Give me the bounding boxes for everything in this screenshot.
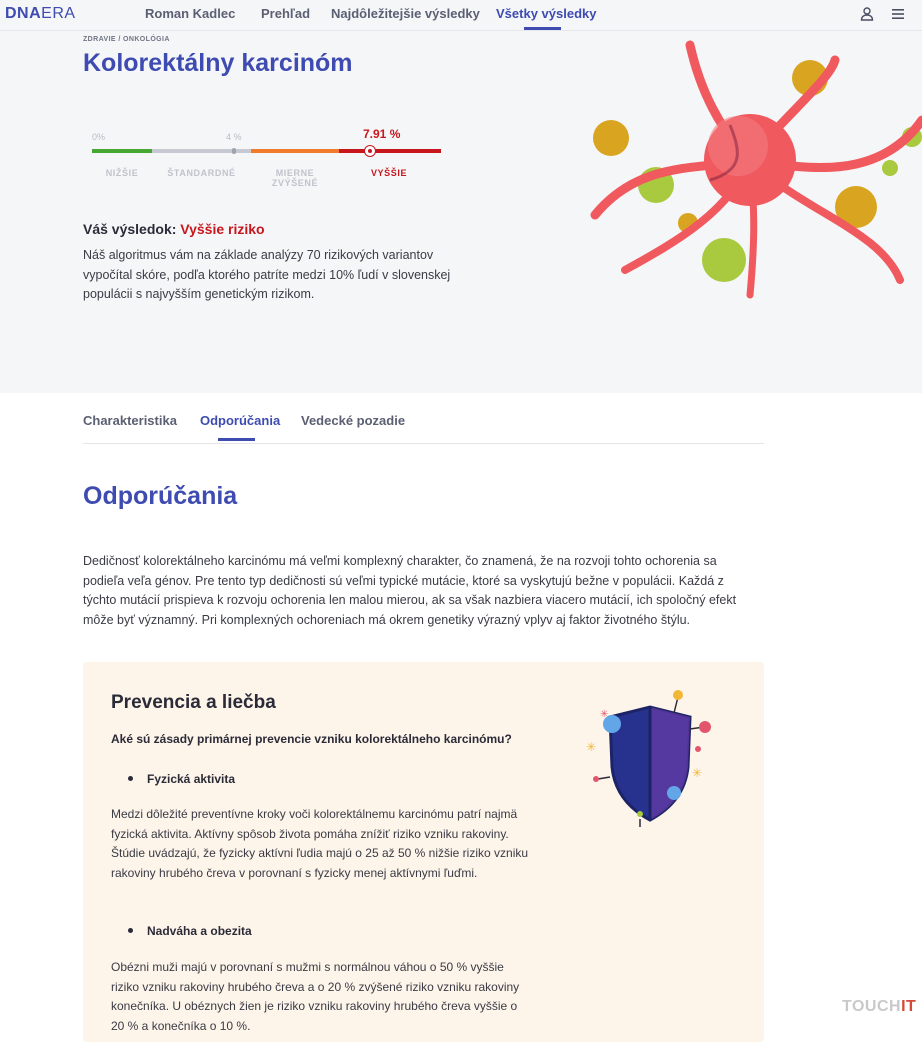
scale-category-standard: ŠTANDARDNÉ [167, 168, 236, 178]
nav-link-all-results[interactable]: Všetky výsledky [496, 6, 597, 21]
scale-mid-label: 4 % [226, 132, 242, 142]
scale-segment-moderate [251, 149, 339, 153]
svg-text:✳: ✳ [600, 709, 609, 720]
watermark-touch: TOUCH [842, 998, 902, 1015]
logo-dna: DNA [5, 5, 42, 22]
top-navigation [0, 0, 922, 31]
nav-link-top-results[interactable]: Najdôležitejšie výsledky [331, 6, 480, 21]
bullet-dot [128, 928, 133, 933]
card-question: Aké sú zásady primárnej prevencie vzniku kolorektálneho karcinómu? [111, 732, 512, 746]
page-title: Kolorektálny karcinóm [83, 49, 353, 77]
hamburger-menu-icon[interactable] [890, 6, 906, 22]
bullet-physical-activity [128, 772, 235, 786]
result-value: Vyššie riziko [180, 221, 265, 237]
bullet-dot [128, 776, 133, 781]
bullet-overweight [128, 924, 252, 938]
tab-characteristics[interactable]: Charakteristika [83, 413, 177, 428]
tab-bar [83, 413, 764, 444]
scale-average-tick [232, 148, 236, 154]
tab-scientific-background[interactable]: Vedecké pozadie [301, 413, 406, 428]
bullet-heading: Fyzická aktivita [147, 772, 236, 786]
scale-segment-higher [339, 149, 441, 153]
dnaera-logo[interactable] [5, 5, 76, 23]
result-heading [83, 221, 265, 237]
svg-text:✳: ✳ [692, 766, 703, 780]
active-nav-indicator [524, 27, 561, 30]
active-tab-indicator [218, 438, 255, 441]
scale-result-marker [364, 145, 376, 157]
touchit-watermark [842, 998, 916, 1016]
prevention-card [83, 662, 764, 1042]
tab-recommendations[interactable]: Odporúčania [200, 413, 281, 428]
bullet-heading: Nadváha a obezita [147, 924, 252, 938]
risk-scale [92, 120, 452, 200]
logo-era: ERA [41, 5, 76, 22]
shield-icon [570, 687, 730, 827]
user-name-link[interactable]: Roman Kadlec [145, 6, 236, 21]
scale-category-moderate: MIERNE ZVÝŠENÉ [271, 168, 319, 188]
scale-segment-standard [152, 149, 251, 153]
scale-category-lower: NIŽŠIE [105, 168, 139, 178]
user-icon[interactable] [859, 6, 875, 22]
section-title: Odporúčania [83, 482, 238, 510]
scale-min-label: 0% [92, 132, 106, 142]
card-title: Prevencia a liečba [111, 692, 276, 713]
watermark-it: IT [901, 998, 917, 1015]
scale-value-label: 7.91 % [363, 127, 401, 141]
svg-text:✳: ✳ [586, 740, 597, 754]
result-label: Váš výsledok: [83, 221, 177, 237]
result-description: Náš algoritmus vám na základe analýzy 70 rizikových variantov vypočítal skóre, podľa ktorého patríte medzi 10% ľudí v slovenskej populácii s najvyšším genetickým rizikom. [83, 248, 451, 301]
paragraph-overweight: Obézni muži majú v porovnaní s mužmi s normálnou váhou o 50 % vyššie riziko vzniku rakoviny hrubého čreva a o 20 % zvýšené riziko vzniku rakoviny konečníka. U obéznych žien je riziko vzniku rakoviny hrubého čreva vyššie o 20 % a konečníka o 10 %. [111, 960, 520, 1033]
scale-category-higher: VYŠŠIE [370, 168, 408, 178]
nav-link-overview[interactable]: Prehľad [261, 6, 311, 21]
section-intro: Dedičnosť kolorektálneho karcinómu má veľmi komplexný charakter, čo znamená, že na rozvoji tohto ochorenia sa podieľa veľa génov. Pre tento typ dedičnosti sú veľmi typické mutácie, ktoré sa vyskytujú bežne v populácii. Každá z týchto mutácií prispieva k rozvoju ochorenia len malou mierou, ak sa však nazbiera viacero mutácií, ich spoločný efekt môže byť významný. Pri komplexných ochoreniach má okrem genetiky výrazný vplyv aj faktor životného štýlu. [83, 554, 737, 627]
breadcrumb[interactable]: ZDRAVIE / ONKOLÓGIA [83, 36, 170, 43]
scale-segment-lower [92, 149, 152, 153]
cancer-cell-illustration [580, 40, 922, 305]
paragraph-physical-activity: Medzi dôležité preventívne kroky voči kolorektálnemu karcinómu patrí najmä fyzická aktivita. Aktívny spôsob života pomáha znížiť riziko vzniku rakoviny. Štúdie uvádzajú, že fyzicky aktívni ľudia majú o 25 až 50 % nižšie riziko vzniku rakoviny hrubého čreva v porovnaní s fyzicky menej aktívnymi ľuďmi. [111, 807, 529, 880]
